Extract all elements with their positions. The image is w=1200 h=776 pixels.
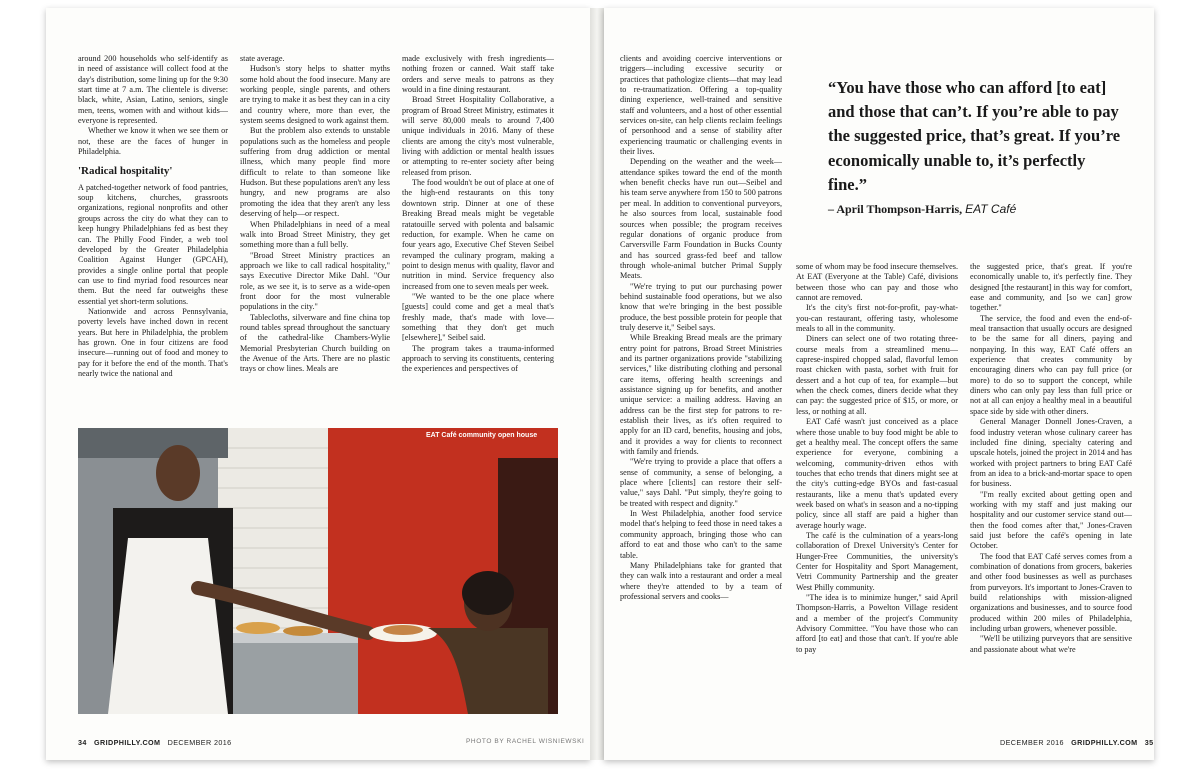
body-paragraph: The café is the culmination of a years-long collaboration of Drexel University's Center for Hunger-Free Communities, the university's Center for Hospitality and Sport Management, Vetri Community Partnership and the greater West Philly community.: [796, 530, 958, 592]
photo-caption: EAT Café community open house: [426, 432, 538, 439]
right-column-2: [796, 262, 958, 714]
right-folio-site: GRIDPHILLY.COM: [1071, 738, 1138, 747]
right-column-1: [620, 54, 782, 714]
quote-publication: EAT Café: [965, 202, 1017, 217]
body-paragraph: Tablecloths, silverware and fine china top round tables spread throughout the sanctuary of the cathedral-like Chambers-Wylie Memorial Presbyterian Church building on the Avenue of the Arts. There are no plastic trays or chow lines. Meals are: [240, 312, 390, 374]
body-paragraph: While Breaking Bread meals are the primary entry point for patrons, Broad Street Ministries and its partner organizations provide "stabilizing services," like distributing clothing and personal care items, offering health screenings and assistance signing up for benefits, and another unique service: a mailing address. Having an address can be the first step for patrons to re-establish their lives, as it's often required to apply for an ID card, benefits, housing and jobs, and it provides a way for clients to reconnect with family and friends.: [620, 333, 782, 457]
body-paragraph: In West Philadelphia, another food service model that's helping to feed those in need takes a community approach, bringing those who can afford to eat and those who can't to the same table.: [620, 509, 782, 560]
pull-quote-text: “You have those who can afford [to eat] and those that can’t. If you’re able to pay the suggested price, that’s great. If you’re economically unable to, it’s perfectly fine.”: [828, 78, 1121, 194]
body-paragraph: But the problem also extends to unstable populations such as the homeless and people suffering from drug addiction or mental illness, which many people find more difficult to relate to than someone like Hudson. But these populations aren't any less hungry, and new programs are also promoting the idea that they aren't any less deserving of help—or respect.: [240, 126, 390, 219]
body-paragraph: Diners can select one of two rotating three-course meals from a streamlined menu—caprese-inspired chopped salad, flavorful lemon roast chicken with pasta, sorbet with fruit for dessert and a hot cup of tea, for example—but when the check comes, diners decide what they can pay: the suggested price of $15, or more, or less, or nothing at all.: [796, 334, 958, 416]
body-paragraph: Hudson's story helps to shatter myths some hold about the food insecure. Many are working people, single parents, and others are trying to make it as best they can in a city and country where, more than ever, the system seems designed to work against them.: [240, 64, 390, 126]
body-paragraph: "We're trying to put our purchasing power behind sustainable food operations, but we also know that we're bringing in the best possible produce, the best possible protein for people that truly deserve it," Seibel says.: [620, 281, 782, 332]
left-folio-site: GRIDPHILLY.COM: [94, 738, 161, 747]
body-paragraph: General Manager Donnell Jones-Craven, a food industry veteran whose culinary career has included fine dining, specialty catering and upscale hotels, joined the project in 2014 and has worked with project partners to bring EAT Café from an idea to a brick-and-mortar space to open for business.: [970, 417, 1132, 489]
body-paragraph: The food that EAT Café serves comes from a combination of donations from grocers, bakeries and other food businesses as well as purchases from purveyors. It's important to Jones-Craven to build relationships with mission-aligned organizations and businesses, and to source food produced within 200 miles of Philadelphia, including urban growers, whenever possible.: [970, 551, 1132, 634]
left-folio: [78, 738, 232, 747]
left-folio-date: DECEMBER 2016: [167, 738, 232, 747]
body-paragraph: some of whom may be food insecure themselves. At EAT (Everyone at the Table) Café, divisions between those who can pay and those who cannot are removed.: [796, 262, 958, 303]
section-heading: 'Radical hospitality': [78, 165, 173, 178]
body-paragraph: around 200 households who self-identify as in need of assistance will collect food at the day's distribution, some lining up for the 9:30 start time at 7 a.m. The clientele is diverse: black, white, Asian, Latino, seniors, single men, teens, women with and without kids—everyone is represented.: [78, 54, 228, 126]
body-paragraph: Broad Street Hospitality Collaborative, a program of Broad Street Ministry, estimates it will serve 80,000 meals to around 7,400 unique individuals in 2016. Many of these clients are among the city's most vulnerable, living with addiction or mental health issues or attempting to re-enter society after being released from prison.: [402, 95, 554, 177]
body-paragraph: When Philadelphians in need of a meal walk into Broad Street Ministry, they get something more than a full belly.: [240, 219, 390, 250]
body-paragraph: A patched-together network of food pantries, soup kitchens, churches, grassroots organizations, regional nonprofits and other groups across the city do what they can to keep hungry Philadelphians fed as best they can. The Philly Food Finder, a web tool developed by the Greater Philadelphia Coalition Against Hunger (GPCAH), provides a single online portal that people can use to find myriad food resources near them. But the need far outweighs these essential yet short-term solutions.: [78, 182, 228, 306]
body-paragraph: the suggested price, that's great. If you're economically unable to, it's perfectly fine. They designed [the restaurant] in this way for comfort, ease and community, and [so we can] grow together.": [970, 262, 1132, 313]
body-paragraph: "The idea is to minimize hunger," said April Thompson-Harris, a Powelton Village resident and a member of the project's Community Advisory Committee. "You have those who can afford [to eat] and those that can't. If you're able to pay: [796, 593, 958, 654]
pull-quote: [828, 76, 1128, 217]
left-column-3: [402, 54, 554, 426]
left-column-1: [78, 54, 228, 426]
body-paragraph: The program takes a trauma-informed approach to serving its constituents, centering the experiences and perspectives of: [402, 343, 554, 374]
kitchen-photo: [78, 428, 558, 714]
body-paragraph: Many Philadelphians take for granted that they can walk into a restaurant and order a meal where they're attended to by a team of professional servers and cooks—: [620, 560, 782, 601]
body-paragraph: "We'll be utilizing purveyors that are sensitive and passionate about what we're: [970, 634, 1132, 654]
body-paragraph: Depending on the weather and the week—attendance spikes toward the end of the month when benefit checks have run out—Seibel and his team serve anywhere from 150 to 500 patrons per meal. In addition to conventional purveyors, he also sources from local, sustainable food sources when possible; the program receives regular donations of organic produce from Carversville Farm Foundation in Bucks County and has sourced grass-fed beef and tallow through whole-animal butcher Primal Supply Meats.: [620, 157, 782, 281]
body-paragraph: Nationwide and across Pennsylvania, poverty levels have inched down in recent years. But here in Philadelphia, the problem has grown. One in four citizens are food insecure—running out of food and money to pay for it before the end of the month. That's nearly twice the national and: [78, 306, 228, 378]
body-paragraph: state average.: [240, 54, 285, 63]
body-paragraph: "I'm really excited about getting open and working with my staff and just making our hospitality and our customer service stand out—then the food comes after that," Jones-Craven said just before the café's opening in late October.: [970, 489, 1132, 551]
quote-speaker: – April Thompson-Harris,: [828, 202, 963, 217]
left-page-number: 34: [78, 738, 87, 747]
spine-gutter: [590, 8, 604, 760]
right-page: [604, 8, 1154, 760]
body-paragraph: EAT Café wasn't just conceived as a place where those unable to buy food might be able to get a healthy meal. The concept offers the same experience for everyone, combining a welcoming, community-driven ethos with touches that echo trends that diners might see at the city's cutting-edge BYOs and fast-casual restaurants, like a menu that's updated every week based on what's in season and a no-tipping policy, since all staff are paid a higher than average hourly wage.: [796, 417, 958, 530]
body-paragraph: Whether we know it when we see them or not, these are the faces of hunger in Philadelphia.: [78, 126, 228, 157]
body-paragraph: It's the city's first not-for-profit, pay-what-you-can restaurant, offering tasty, wholesome meals to all in the community.: [796, 303, 958, 334]
quote-attribution: [828, 201, 1128, 217]
right-folio: [1000, 738, 1154, 747]
left-page: [46, 8, 590, 760]
body-paragraph: The food wouldn't be out of place at one of the high-end restaurants on this tony downtown strip. Dinner at one of these Breaking Bread meals might be vegetable ratatouille served with polenta and balsamic reduction, for example. When he came on four years ago, Executive Chef Steven Seibel revamped the culinary program, making a point to design menus with quality, flavor and nutrition in mind. Service frequency also increased from one to seven meals per week.: [402, 178, 554, 291]
body-paragraph: The service, the food and even the end-of-meal transaction that usually occurs are designed to be the same for all diners, paying and nonpaying. In this way, EAT Café offers an experience that creates community by encouraging diners who can pay full price (or more) to do so to support the concept, while diners who can only pay less than full price or not at all can enjoy a healthy meal in a beautiful space side by side with other diners.: [970, 313, 1132, 416]
left-column-2: [240, 54, 390, 426]
right-page-number: 35: [1144, 738, 1154, 747]
body-paragraph: "We're trying to provide a place that offers a sense of community, a sense of belonging, a place where [clients] can restore their self-value," says Dahl. "Put simply, they're going to be treated with respect and dignity.": [620, 457, 782, 508]
body-paragraph: clients and avoiding coercive interventions or triggers—including excessive security or practices that pathologize clients—that may lead to re-traumatization. Offering a top-quality dining experience, well-trained and sensitive staff and volunteers, and a host of other essential services on-site, can help clients reclaim feelings of personhood and a sense of stability after experiencing traumatic or challenging events in their lives.: [620, 54, 782, 157]
body-paragraph: "Broad Street Ministry practices an approach we like to call radical hospitality," says Executive Director Mike Dahl. "Our role, as we see it, is to serve as a wide-open front door for the most vulnerable populations in the city.": [240, 250, 390, 312]
right-column-3: [970, 262, 1132, 714]
body-paragraph: made exclusively with fresh ingredients—nothing frozen or canned. Wait staff take orders and serve meals to patrons as they would in a fine dining restaurant.: [402, 54, 554, 95]
body-paragraph: "We wanted to be the one place where [guests] could come and get a meal that's freshly made, that's made with love—something that they don't get much [elsewhere]," Seibel said.: [402, 291, 554, 343]
photo-credit: PHOTO BY RACHEL WISNIEWSKI: [466, 738, 585, 745]
right-folio-date: DECEMBER 2016: [1000, 738, 1064, 747]
